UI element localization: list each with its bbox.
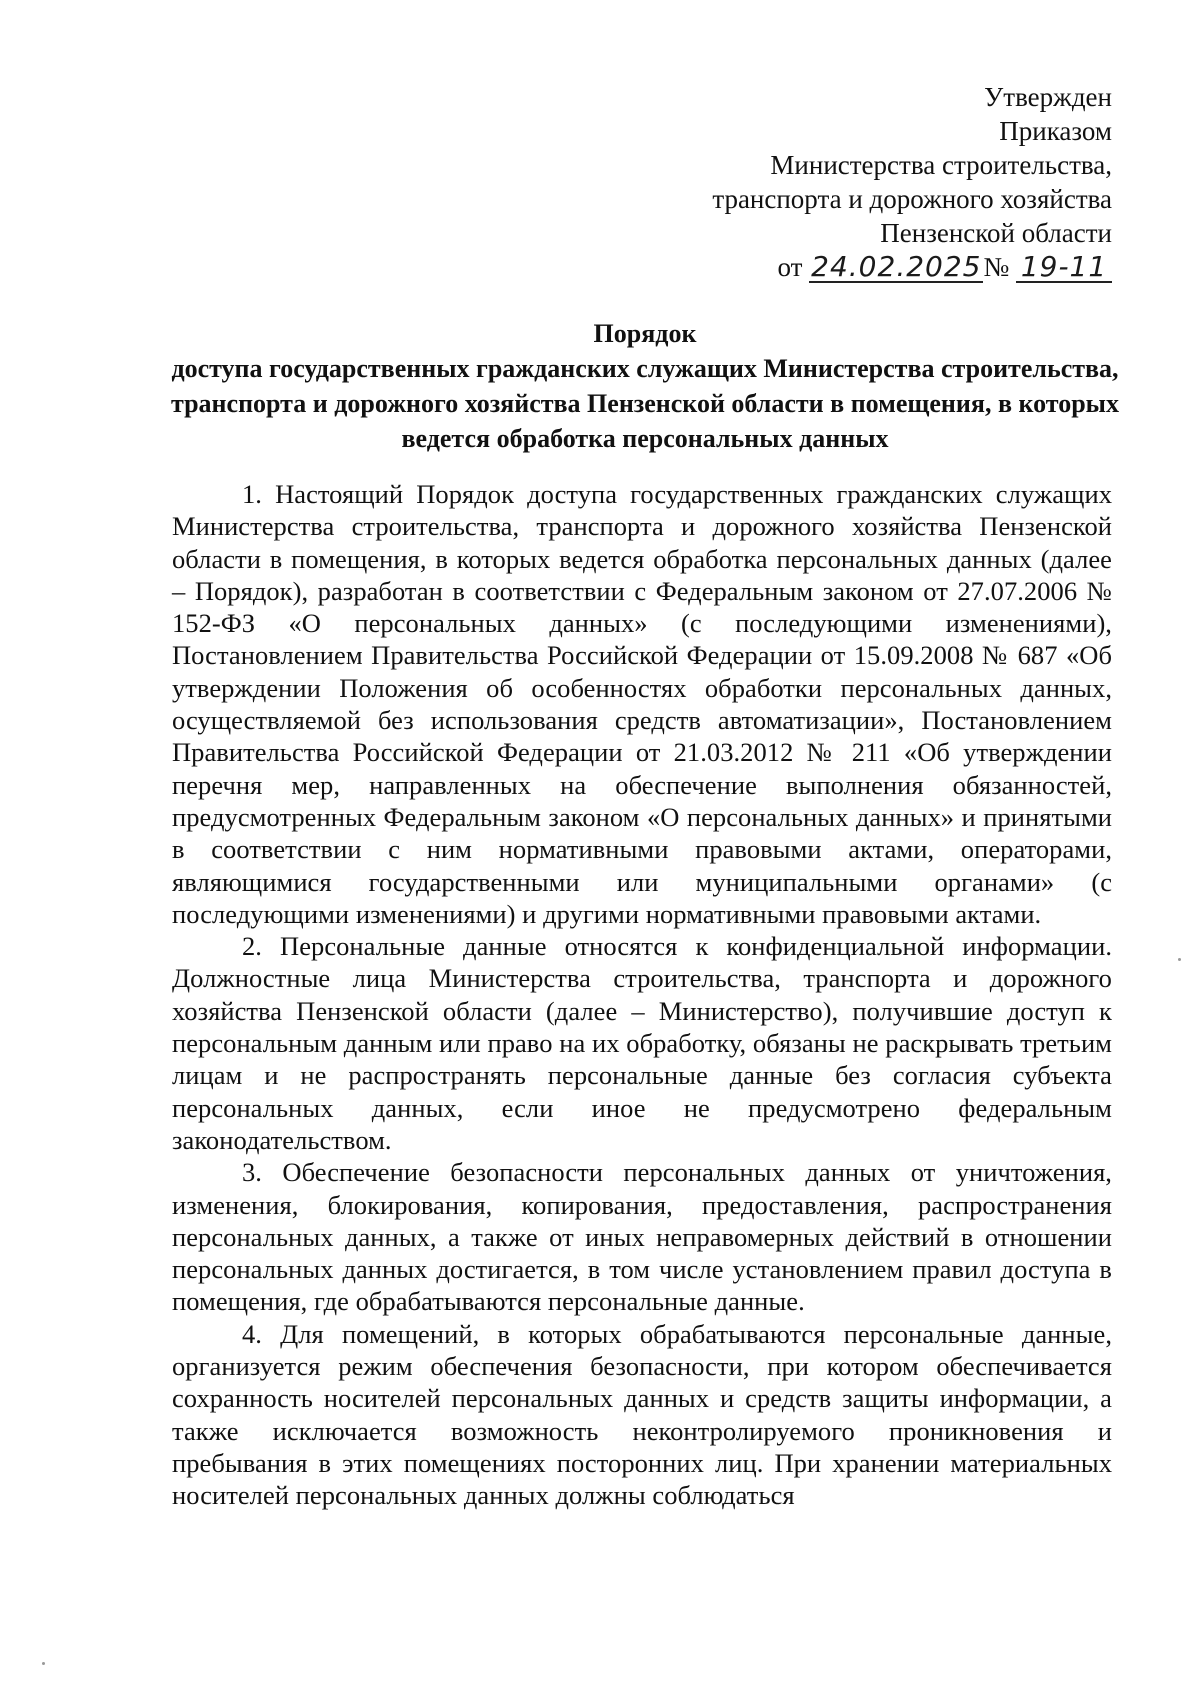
title-heading: Порядок <box>593 319 697 348</box>
number-sign: № <box>983 252 1010 282</box>
approval-line: транспорта и дорожного хозяйства <box>712 184 1112 214</box>
approval-block <box>592 80 1112 284</box>
handwritten-date: 24.02.2025 <box>811 250 982 283</box>
approval-line: Утвержден <box>984 82 1112 112</box>
approval-line: Пензенской области <box>880 218 1112 248</box>
title-subtitle: доступа государственных гражданских служащих Министерства строительства, транспорта и дорожного хозяйства Пензенской области в помещения, в которых ведется обработка персональных данных <box>171 354 1119 453</box>
paragraph-1: 1. Настоящий Порядок доступа государственных гражданских служащих Министерства строительства, транспорта и дорожного хозяйства Пензенской области в помещения, в которых ведется обработка персональных данных (далее – Порядок), разработан в соответствии с Федеральным законом от 27.07.2006 № 152-ФЗ «О персональных данных» (с последующими изменениями), Постановлением Правительства Российской Федерации от 15.09.2008 № 687 «Об утверждении Положения об особенностях обработки персональных данных, осуществляемой без использования средств автоматизации», Постановлением Правительства Российской Федерации от 21.03.2012 № 211 «Об утверждении перечня мер, направленных на обеспечение выполнения обязанностей, предусмотренных Федеральным законом «О персональных данных» и принятыми в соответствии с ним нормативными правовыми актами, операторами, являющимися государственными или муниципальными органами» (с последующими изменениями) и другими нормативными правовыми актами. <box>172 479 1112 929</box>
handwritten-number: 19-11 <box>1016 253 1112 283</box>
paragraph-4: 4. Для помещений, в которых обрабатываются персональные данные, организуется режим обеспечения безопасности, при котором обеспечивается сохранность носителей персональных данных и средств защиты информации, а также исключается возможность неконтролируемого проникновения и пребывания в этих помещениях посторонних лиц. При хранении материальных носителей персональных данных должны соблюдаться <box>172 1318 1112 1511</box>
date-prefix: от <box>777 252 803 282</box>
scan-speck <box>42 1662 45 1665</box>
scan-speck <box>1178 958 1181 961</box>
document-body <box>172 478 1112 1512</box>
document-title <box>160 316 1130 456</box>
approval-line: Приказом <box>999 116 1112 146</box>
paragraph-3: 3. Обеспечение безопасности персональных данных от уничтожения, изменения, блокирования, копирования, предоставления, распространения персональных данных, а также от иных неправомерных действий в отношении персональных данных достигается, в том числе установлением правил доступа в помещения, где обрабатываются персональные данные. <box>172 1157 1112 1317</box>
paragraph-2: 2. Персональные данные относятся к конфиденциальной информации. Должностные лица Министерства строительства, транспорта и дорожного хозяйства Пензенской области (далее – Министерство), получившие доступ к персональным данным или право на их обработку, обязаны не раскрывать третьим лицам и не распространять персональные данные без согласия субъекта персональных данных, если иное не предусмотрено федеральным законодательством. <box>172 931 1112 1155</box>
approval-date-line <box>592 250 1112 284</box>
approval-line: Министерства строительства, <box>770 150 1112 180</box>
